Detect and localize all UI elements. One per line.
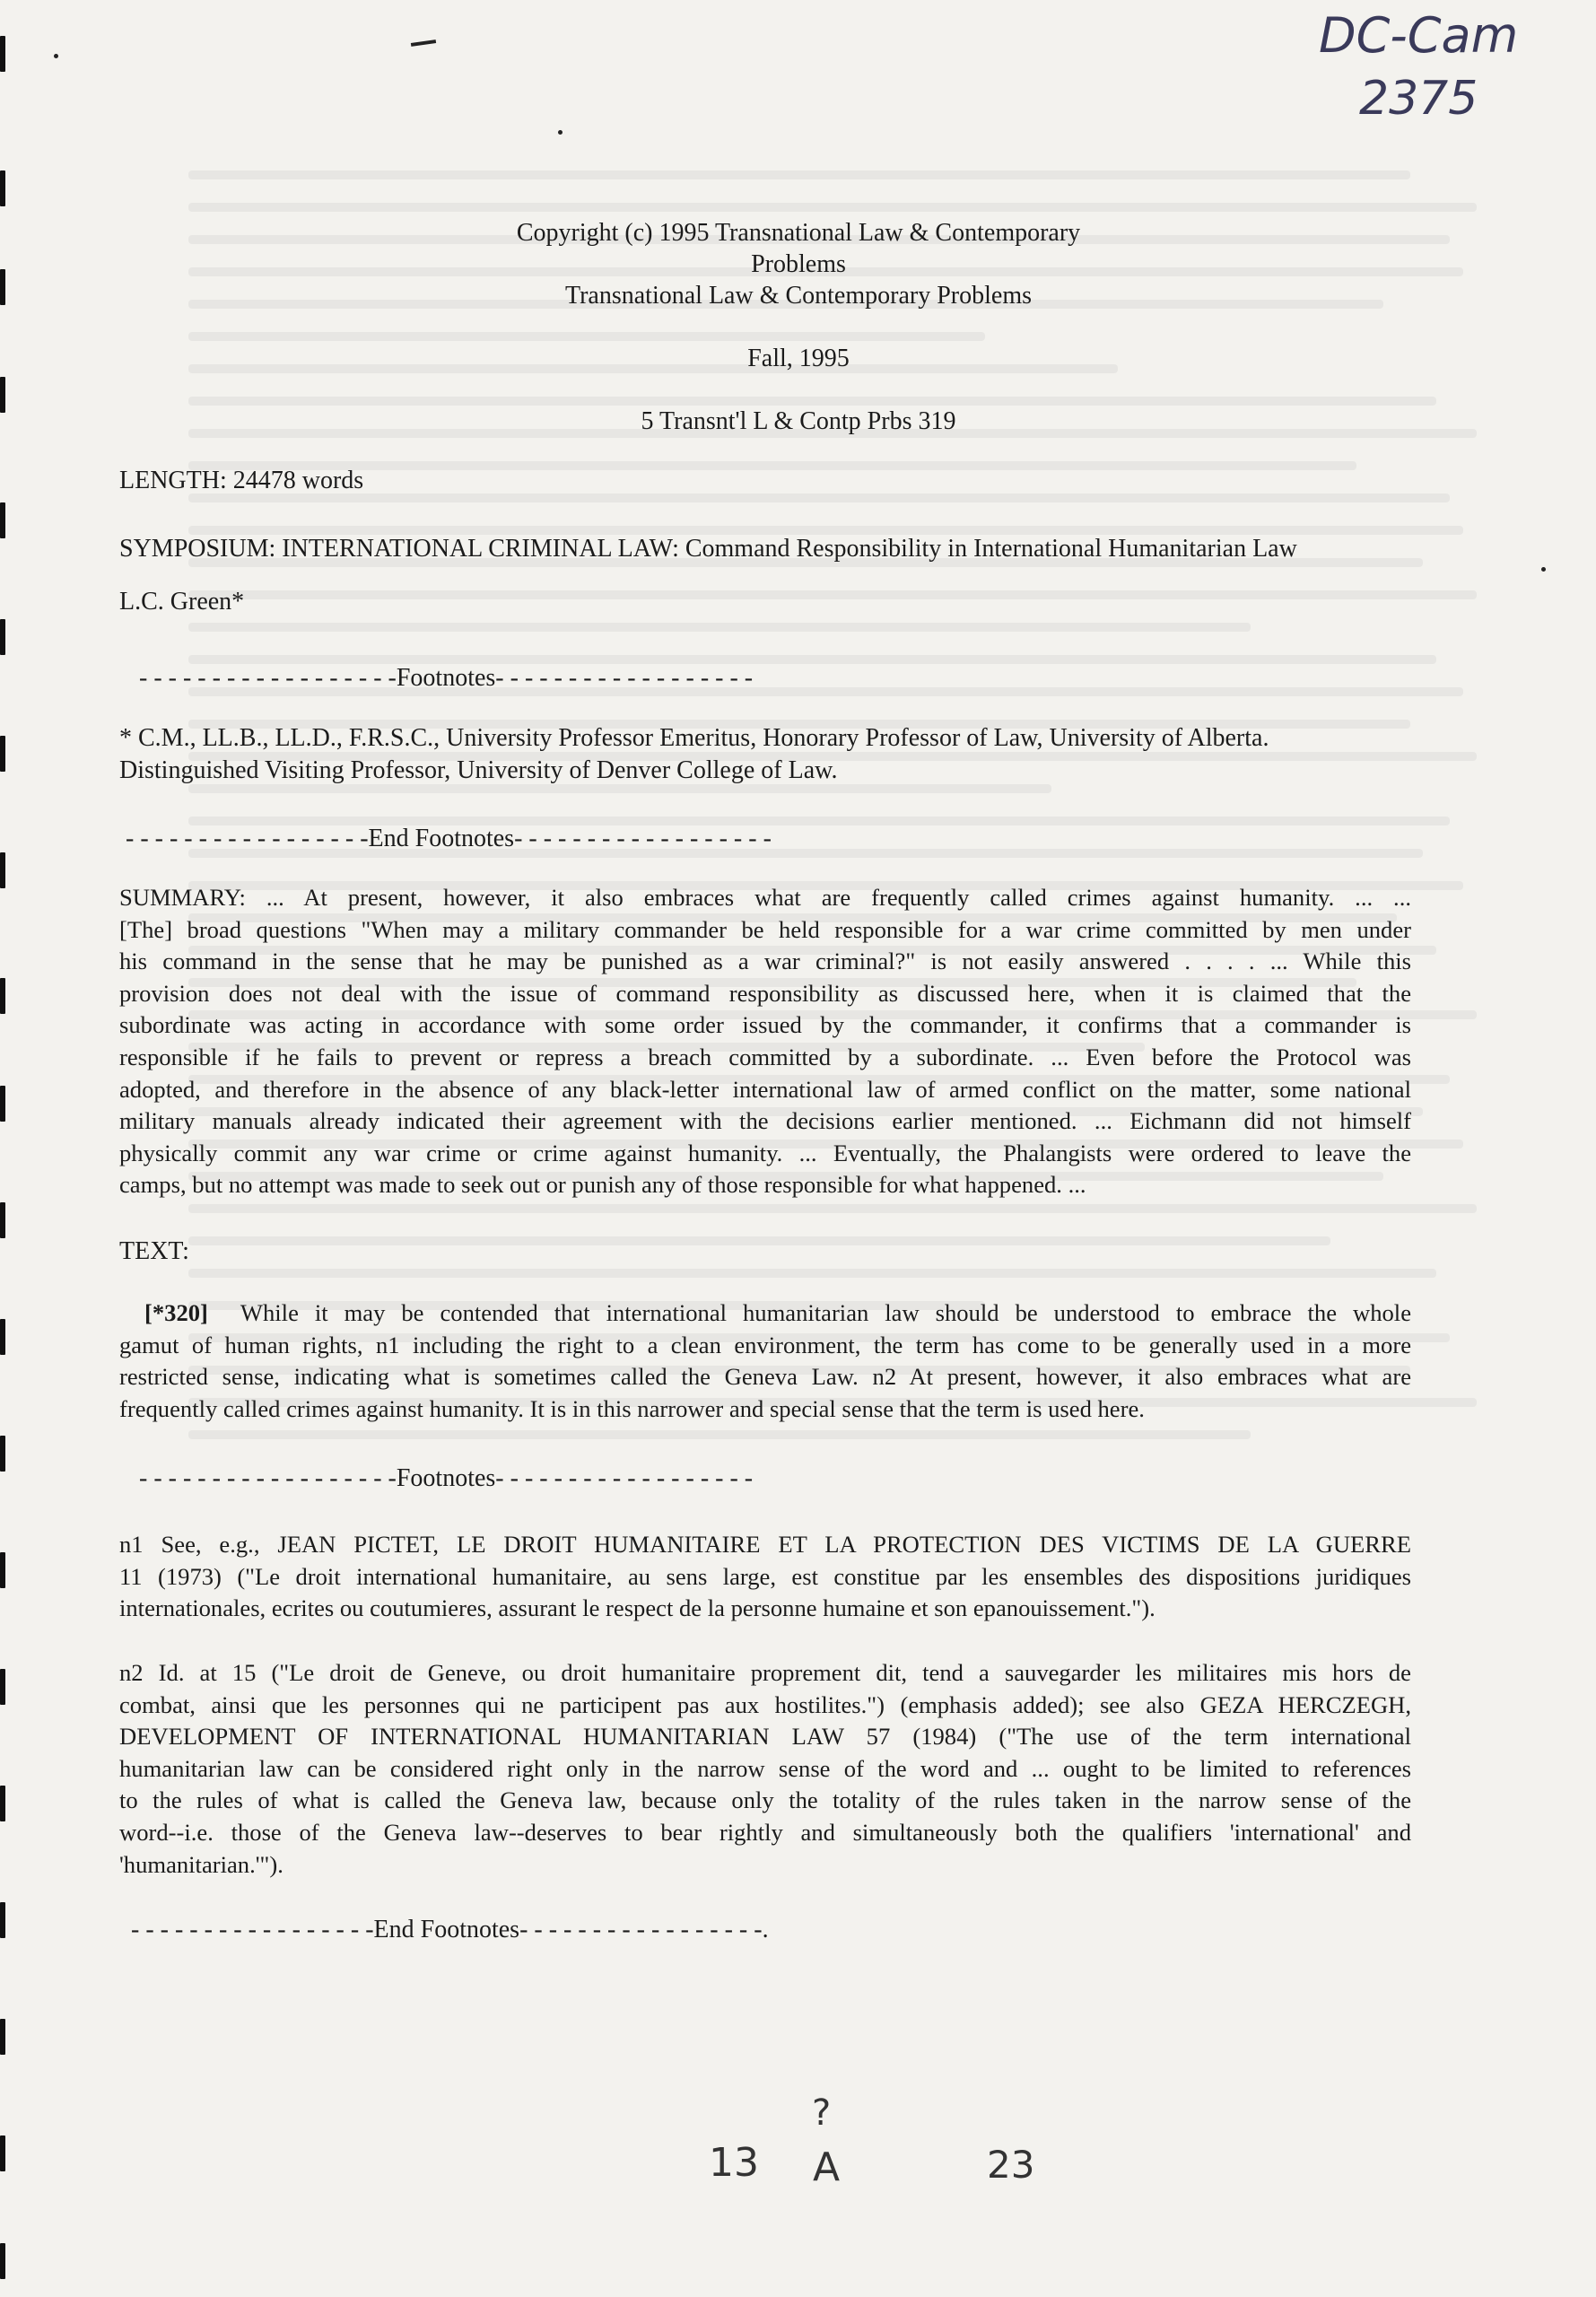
footnotes-start: - - - - - - - - - - - - - - - - - -Footnotes- - - - - - - - - - - - - - - - - -	[139, 1464, 754, 1492]
issue-season: Fall, 1995	[747, 345, 850, 372]
summary-line: military manuals already indicated their agreement with the decisions earlier mentioned. ... Eichmann did not himself	[119, 1107, 1411, 1135]
handwritten-archive-code: DC-Cam	[1319, 7, 1519, 64]
footnote-line: 'humanitarian.'").	[119, 1850, 283, 1878]
summary-line: his command in the sense that he may be punished as a war criminal?" is not easily answered . . . . ... While this	[119, 948, 1411, 975]
copyright-line-cont: Problems	[751, 250, 846, 278]
handwritten-document-number: 2375	[1359, 72, 1478, 126]
citation: 5 Transnt'l L & Contp Prbs 319	[641, 407, 956, 435]
footnote-line: n1 See, e.g., JEAN PICTET, LE DROIT HUMANITAIRE ET LA PROTECTION DES VICTIMS DE LA GUERRE	[119, 1531, 1411, 1558]
summary-line: [The] broad questions "When may a military commander be held responsible for a war crime committed by men under	[119, 915, 1411, 943]
body-paragraph	[119, 1297, 1411, 1425]
footnote-line: to the rules of what is called the Geneva law, because only the totality of the rules taken in the narrow sense of the	[119, 1786, 1411, 1814]
author-footnote-line: Distinguished Visiting Professor, University of Denver College of Law.	[119, 756, 838, 784]
body-line	[119, 1297, 1411, 1330]
footnote-line: internationales, ecrites ou coutumieres, assurant le respect de la personne humaine et son epanouissement.").	[119, 1594, 1156, 1622]
article-title: SYMPOSIUM: INTERNATIONAL CRIMINAL LAW: Command Responsibility in International Humanitarian Law	[119, 535, 1297, 563]
footnote-n2	[119, 1657, 1411, 1881]
summary-paragraph	[119, 882, 1411, 1201]
footnote-line: n2 Id. at 15 ("Le droit de Geneve, ou droit humanitaire proprement dit, tend a sauvegarder les militaires mis hors de	[119, 1659, 1411, 1686]
body-line: restricted sense, indicating what is sometimes called the Geneva Law. n2 At present, however, it also embraces what are	[119, 1363, 1411, 1391]
bottom-mark: A	[813, 2144, 841, 2190]
text-label: TEXT:	[119, 1237, 189, 1265]
speck	[558, 130, 563, 135]
bottom-mark: 13	[709, 2140, 759, 2186]
page-marker: [*320]	[144, 1299, 208, 1326]
word-count: LENGTH: 24478 words	[119, 467, 364, 494]
footnote-line: DEVELOPMENT OF INTERNATIONAL HUMANITARIAN LAW 57 (1984) ("The use of the term international	[119, 1723, 1411, 1751]
speck	[54, 54, 58, 58]
footnotes-start: - - - - - - - - - - - - - - - - - -Footnotes- - - - - - - - - - - - - - - - - -	[139, 664, 754, 692]
summary-line: physically commit any war crime or crime against humanity. ... Eventually, the Phalangists were ordered to leave the	[119, 1139, 1411, 1166]
summary-line: SUMMARY: ... At present, however, it also embraces what are frequently called crimes against humanity. ... ...	[119, 884, 1411, 911]
summary-line: camps, but no attempt was made to seek out or punish any of those responsible for what happened. ...	[119, 1171, 1086, 1199]
speck	[1541, 567, 1546, 572]
footnotes-end: - - - - - - - - - - - - - - - - -End Footnotes- - - - - - - - - - - - - - - - -.	[131, 1916, 769, 1943]
binding-holes	[0, 0, 11, 2297]
footnotes-end: - - - - - - - - - - - - - - - - -End Footnotes- - - - - - - - - - - - - - - - - -	[126, 825, 772, 852]
copyright-line: Copyright (c) 1995 Transnational Law & Contemporary	[516, 219, 1081, 247]
footnote-line: humanitarian law can be considered right only in the narrow sense of the word and ... ought to be limited to references	[119, 1754, 1411, 1782]
footnote-line: 11 (1973) ("Le droit international humanitaire, au sens large, est constitue par les ensembles des dispositions juridiques	[119, 1562, 1411, 1590]
bottom-mark: 23	[987, 2143, 1035, 2187]
footnote-line: combat, ainsi que les personnes qui ne participent pas aux hostilites.") (emphasis added); see also GEZA HERCZEGH,	[119, 1690, 1411, 1718]
bottom-mark: ?	[812, 2092, 832, 2134]
summary-line: responsible if he fails to prevent or repress a breach committed by a subordinate. ... Even before the Protocol was	[119, 1043, 1411, 1070]
body-line-text: While it may be contended that international humanitarian law should be understood to embrace the whole	[240, 1299, 1412, 1326]
body-line: gamut of human rights, n1 including the right to a clean environment, the term has come to be generally used in a more	[119, 1331, 1411, 1358]
body-line: frequently called crimes against humanity. It is in this narrower and special sense that the term is used here.	[119, 1394, 1145, 1422]
author: L.C. Green*	[119, 588, 245, 616]
summary-line: subordinate was acting in accordance with some order issued by the commander, it confirms that a commander is	[119, 1011, 1411, 1039]
author-footnote-line: * C.M., LL.B., LL.D., F.R.S.C., University Professor Emeritus, Honorary Professor of Law, University of Alberta.	[119, 724, 1269, 752]
footnote-line: word--i.e. those of the Geneva law--deserves to bear rightly and simultaneously both the qualifiers 'international' and	[119, 1818, 1411, 1846]
footnote-n1	[119, 1529, 1411, 1625]
summary-line: provision does not deal with the issue of command responsibility as discussed here, when it is claimed that the	[119, 979, 1411, 1007]
summary-line: adopted, and therefore in the absence of any black-letter international law of armed conflict on the matter, some national	[119, 1075, 1411, 1103]
journal-name: Transnational Law & Contemporary Problems	[564, 282, 1032, 310]
pen-mark	[411, 39, 436, 47]
